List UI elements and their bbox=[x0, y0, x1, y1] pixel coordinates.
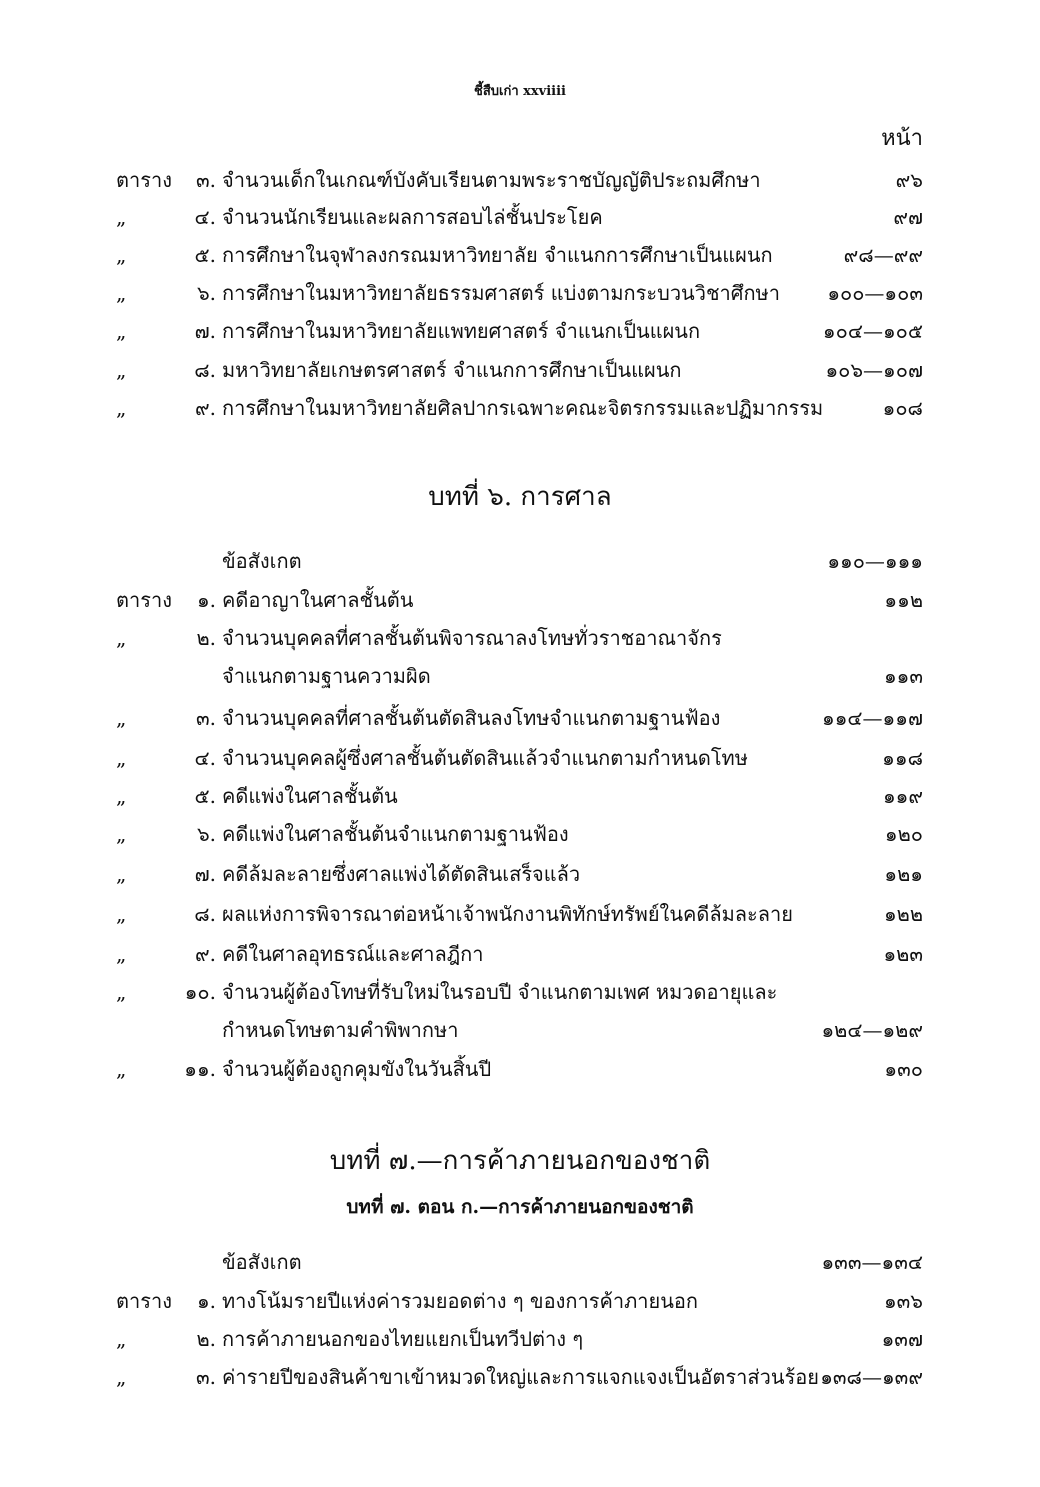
toc-number: ๑๐. bbox=[184, 980, 216, 1004]
toc-number: ๔. bbox=[194, 205, 216, 229]
toc-title: จำนวนบุคคลผู้ซึ่งศาลชั้นต้นตัดสินแล้วจำแนกตามกำหนดโทษ bbox=[222, 746, 748, 770]
toc-title: จำนวนบุคคลที่ศาลชั้นต้นพิจารณาลงโทษทั่วราชอาณาจักร bbox=[222, 626, 722, 650]
toc-lead: „ bbox=[116, 942, 127, 966]
toc-lead: „ bbox=[116, 205, 127, 229]
toc-number: ๑. bbox=[196, 588, 216, 612]
toc-row bbox=[0, 276, 1040, 310]
toc-title: คดีในศาลอุทธรณ์และศาลฎีกา bbox=[222, 942, 484, 966]
toc-lead: „ bbox=[116, 281, 127, 305]
toc-number: ๑๑. bbox=[184, 1057, 216, 1081]
toc-title: ค่ารายปีของสินค้าขาเข้าหมวดใหญ่และการแจกแจงเป็นอัตราส่วนร้อย bbox=[222, 1365, 819, 1389]
chapter-6-heading: บทที่ ๖. การศาล bbox=[428, 482, 612, 512]
toc-row bbox=[0, 975, 1040, 1009]
toc-lead: „ bbox=[116, 358, 127, 382]
toc-lead: „ bbox=[116, 319, 127, 343]
toc-page: ๑๓๐ bbox=[884, 1057, 923, 1081]
toc-number: ๔. bbox=[194, 746, 216, 770]
toc-number: ๗. bbox=[194, 319, 216, 343]
toc-row bbox=[0, 238, 1040, 272]
toc-title: จำนวนผู้ต้องโทษที่รับใหม่ในรอบปี จำแนกตามเพศ หมวดอายุและ bbox=[222, 980, 778, 1004]
toc-page: ๙๗ bbox=[893, 205, 923, 229]
toc-page: ๑๑๔—๑๑๗ bbox=[822, 706, 923, 730]
toc-page: ๙๘—๙๙ bbox=[843, 243, 923, 267]
toc-page: ๑๓๖ bbox=[883, 1289, 923, 1313]
toc-number: ๒. bbox=[196, 1327, 216, 1351]
toc-lead: „ bbox=[116, 626, 127, 650]
toc-lead: „ bbox=[116, 784, 127, 808]
toc-title: การศึกษาในจุฬาลงกรณมหาวิทยาลัย จำแนกการศึกษาเป็นแผนก bbox=[222, 243, 773, 267]
toc-title: คดีแพ่งในศาลชั้นต้นจำแนกตามฐานฟ้อง bbox=[222, 822, 569, 846]
toc-row bbox=[0, 621, 1040, 655]
toc-number: ๒. bbox=[196, 626, 216, 650]
toc-page: ๑๑๒ bbox=[884, 588, 923, 612]
toc-row bbox=[0, 897, 1040, 931]
toc-lead: „ bbox=[116, 822, 127, 846]
toc-number: ๓. bbox=[195, 1365, 216, 1389]
toc-lead: „ bbox=[116, 243, 127, 267]
toc-lead: „ bbox=[116, 862, 127, 886]
toc-row bbox=[0, 659, 1040, 693]
toc-row bbox=[0, 937, 1040, 971]
toc-page: ๑๓๓—๑๓๔ bbox=[821, 1250, 923, 1274]
toc-row bbox=[0, 391, 1040, 425]
toc-row bbox=[0, 163, 1040, 197]
toc-number: ๙. bbox=[194, 396, 216, 420]
toc-number: ๘. bbox=[194, 902, 216, 926]
toc-row bbox=[0, 1322, 1040, 1356]
toc-title: จำแนกตามฐานความผิด bbox=[222, 664, 431, 688]
toc-page: ๑๒๒ bbox=[883, 902, 923, 926]
toc-number: ๕. bbox=[194, 243, 216, 267]
toc-page: ๑๑๓ bbox=[883, 664, 923, 688]
toc-row bbox=[0, 583, 1040, 617]
toc-page: ๑๐๖—๑๐๗ bbox=[825, 358, 923, 382]
toc-page: ๑๒๓ bbox=[883, 942, 923, 966]
toc-title: ทางโน้มรายปีแห่งค่ารวมยอดต่าง ๆ ของการค้าภายนอก bbox=[222, 1289, 698, 1313]
toc-row bbox=[0, 817, 1040, 851]
toc-row bbox=[0, 857, 1040, 891]
toc-title: ข้อสังเกต bbox=[222, 1250, 302, 1274]
toc-page: ๑๓๗ bbox=[881, 1327, 923, 1351]
toc-page: ๑๒๔—๑๒๙ bbox=[821, 1018, 923, 1042]
toc-row bbox=[0, 1284, 1040, 1318]
toc-title: คดีแพ่งในศาลชั้นต้น bbox=[222, 784, 398, 808]
page-column-label: หน้า bbox=[881, 126, 923, 151]
toc-title: จำนวนนักเรียนและผลการสอบไล่ชั้นประโยค bbox=[222, 205, 603, 229]
toc-number: ๖. bbox=[196, 822, 216, 846]
toc-title: กำหนดโทษตามคำพิพากษา bbox=[222, 1018, 459, 1042]
toc-lead: „ bbox=[116, 980, 127, 1004]
toc-row bbox=[0, 1052, 1040, 1086]
toc-lead: ตาราง bbox=[116, 1289, 172, 1313]
toc-row bbox=[0, 353, 1040, 387]
toc-row bbox=[0, 544, 1040, 578]
page-header: ชี้สืบเก่า xxviiii bbox=[474, 84, 566, 99]
toc-number: ๖. bbox=[196, 281, 216, 305]
toc-title: การศึกษาในมหาวิทยาลัยธรรมศาสตร์ แบ่งตามกระบวนวิชาศึกษา bbox=[222, 281, 780, 305]
toc-lead: „ bbox=[116, 902, 127, 926]
toc-title: การศึกษาในมหาวิทยาลัยศิลปากรเฉพาะคณะจิตรกรรมและปฏิมากรรม bbox=[222, 396, 824, 420]
toc-title: คดีล้มละลายซึ่งศาลแพ่งได้ตัดสินเสร็จแล้ว bbox=[222, 862, 581, 886]
toc-page: ๑๒๑ bbox=[884, 862, 923, 886]
toc-title: การค้าภายนอกของไทยแยกเป็นทวีปต่าง ๆ bbox=[222, 1327, 584, 1351]
toc-page: ๑๑๐—๑๑๑ bbox=[827, 549, 923, 573]
toc-number: ๓. bbox=[195, 168, 216, 192]
chapter-7-subheading: บทที่ ๗. ตอน ก.—การค้าภายนอกของชาติ bbox=[346, 1196, 694, 1218]
toc-page: ๑๓๘—๑๓๙ bbox=[820, 1365, 923, 1389]
toc-number: ๓. bbox=[195, 706, 216, 730]
toc-number: ๑. bbox=[196, 1289, 216, 1313]
toc-row bbox=[0, 779, 1040, 813]
toc-lead: „ bbox=[116, 706, 127, 730]
toc-row bbox=[0, 701, 1040, 735]
toc-lead: „ bbox=[116, 1365, 127, 1389]
toc-row bbox=[0, 1245, 1040, 1279]
toc-page: ๑๒๐ bbox=[884, 822, 923, 846]
toc-title: ผลแห่งการพิจารณาต่อหน้าเจ้าพนักงานพิทักษ์ทรัพย์ในคดีล้มละลาย bbox=[222, 902, 793, 926]
toc-title: คดีอาญาในศาลชั้นต้น bbox=[222, 588, 414, 612]
toc-title: มหาวิทยาลัยเกษตรศาสตร์ จำแนกการศึกษาเป็นแผนก bbox=[222, 358, 682, 382]
toc-title: จำนวนผู้ต้องถูกคุมขังในวันสิ้นปี bbox=[222, 1057, 492, 1081]
toc-title: ข้อสังเกต bbox=[222, 549, 302, 573]
toc-lead: „ bbox=[116, 1327, 127, 1351]
toc-page: ๑๐๔—๑๐๕ bbox=[822, 319, 923, 343]
toc-number: ๘. bbox=[194, 358, 216, 382]
toc-page: ๙๖ bbox=[895, 168, 923, 192]
toc-row bbox=[0, 1360, 1040, 1394]
toc-page: ๑๑๙ bbox=[882, 784, 923, 808]
toc-row bbox=[0, 314, 1040, 348]
toc-row bbox=[0, 741, 1040, 775]
toc-number: ๙. bbox=[194, 942, 216, 966]
toc-title: การศึกษาในมหาวิทยาลัยแพทยศาสตร์ จำแนกเป็นแผนก bbox=[222, 319, 701, 343]
toc-row bbox=[0, 1013, 1040, 1047]
toc-lead: ตาราง bbox=[116, 588, 172, 612]
toc-row bbox=[0, 200, 1040, 234]
toc-lead: „ bbox=[116, 396, 127, 420]
toc-lead: „ bbox=[116, 746, 127, 770]
toc-number: ๕. bbox=[194, 784, 216, 808]
toc-title: จำนวนบุคคลที่ศาลชั้นต้นตัดสินลงโทษจำแนกตามฐานฟ้อง bbox=[222, 706, 721, 730]
toc-number: ๗. bbox=[194, 862, 216, 886]
toc-title: จำนวนเด็กในเกณฑ์บังคับเรียนตามพระราชบัญญัติประถมศึกษา bbox=[222, 168, 761, 192]
toc-lead: „ bbox=[116, 1057, 127, 1081]
toc-page: ๑๑๘ bbox=[882, 746, 923, 770]
toc-page: ๑๐๘ bbox=[882, 396, 923, 420]
toc-page: ๑๐๐—๑๐๓ bbox=[827, 281, 923, 305]
chapter-7-heading: บทที่ ๗.—การค้าภายนอกของชาติ bbox=[329, 1146, 711, 1176]
toc-lead: ตาราง bbox=[116, 168, 172, 192]
